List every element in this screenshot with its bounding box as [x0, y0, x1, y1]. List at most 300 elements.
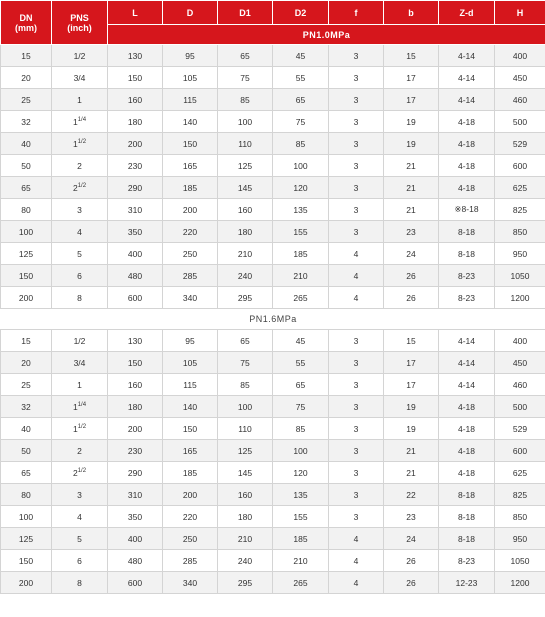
- cell-l: 350: [108, 221, 163, 243]
- cell-pns: [52, 243, 108, 265]
- cell-d: 165: [163, 440, 218, 462]
- cell-f: 3: [329, 89, 384, 111]
- cell-d: 140: [163, 396, 218, 418]
- cell-d2: 265: [273, 287, 329, 309]
- cell-d1: 180: [218, 506, 273, 528]
- cell-f: 4: [329, 265, 384, 287]
- cell-d1: 210: [218, 243, 273, 265]
- cell-pns-fraction: 1/2: [77, 467, 87, 474]
- cell-h: 529: [495, 133, 545, 155]
- cell-b: 21: [384, 155, 439, 177]
- cell-l: 200: [108, 418, 163, 440]
- cell-dn: 50: [1, 155, 52, 177]
- header-h: H: [495, 1, 545, 25]
- cell-d: 200: [163, 199, 218, 221]
- cell-f: 4: [329, 550, 384, 572]
- cell-f: 3: [329, 396, 384, 418]
- cell-pns: [52, 484, 108, 506]
- cell-dn: 40: [1, 418, 52, 440]
- cell-b: 26: [384, 287, 439, 309]
- cell-pns: [52, 330, 108, 352]
- cell-h: 460: [495, 374, 545, 396]
- table-row: [1, 287, 545, 309]
- cell-h: 1050: [495, 265, 545, 287]
- cell-h: 825: [495, 484, 545, 506]
- cell-pns: [52, 396, 108, 418]
- cell-h: 825: [495, 199, 545, 221]
- cell-d: 285: [163, 265, 218, 287]
- cell-d2: 55: [273, 352, 329, 374]
- cell-pns-whole: 6: [77, 555, 82, 566]
- cell-dn: 80: [1, 199, 52, 221]
- cell-zd: 8-18: [439, 484, 495, 506]
- cell-pns-whole: 1: [72, 116, 78, 127]
- cell-pns-whole: 1: [72, 401, 78, 412]
- cell-h: 1200: [495, 287, 545, 309]
- cell-b: 21: [384, 462, 439, 484]
- header-d2: D2: [273, 1, 329, 25]
- header-dn-unit: (mm): [15, 22, 37, 33]
- cell-b: 26: [384, 572, 439, 594]
- cell-f: 3: [329, 111, 384, 133]
- cell-pns: [52, 287, 108, 309]
- cell-pns-whole: 8: [77, 577, 82, 588]
- cell-f: 3: [329, 45, 384, 67]
- cell-pns-whole: 3/4: [73, 357, 86, 368]
- table-row: [1, 330, 545, 352]
- table-row: [1, 111, 545, 133]
- cell-zd: 4-14: [439, 330, 495, 352]
- cell-f: 3: [329, 440, 384, 462]
- cell-pns-fraction: 1/4: [77, 401, 87, 408]
- cell-dn: 150: [1, 550, 52, 572]
- cell-h: 400: [495, 45, 545, 67]
- cell-d2: 185: [273, 243, 329, 265]
- cell-pns-whole: 1: [72, 423, 78, 434]
- cell-d: 220: [163, 506, 218, 528]
- cell-pns-whole: 8: [77, 292, 82, 303]
- cell-d: 250: [163, 528, 218, 550]
- cell-d2: 120: [273, 462, 329, 484]
- cell-b: 22: [384, 484, 439, 506]
- cell-zd: 8-23: [439, 287, 495, 309]
- cell-dn: 40: [1, 133, 52, 155]
- cell-d2: 135: [273, 484, 329, 506]
- cell-zd: 4-18: [439, 418, 495, 440]
- cell-zd: 8-18: [439, 221, 495, 243]
- cell-pns: [52, 528, 108, 550]
- table-row: [1, 243, 545, 265]
- cell-dn: 200: [1, 572, 52, 594]
- cell-f: 3: [329, 155, 384, 177]
- cell-zd: 4-14: [439, 67, 495, 89]
- cell-d1: 160: [218, 484, 273, 506]
- cell-dn: 100: [1, 506, 52, 528]
- cell-zd: 4-18: [439, 440, 495, 462]
- cell-d1: 160: [218, 199, 273, 221]
- cell-b: 24: [384, 243, 439, 265]
- cell-h: 400: [495, 330, 545, 352]
- cell-zd: 8-18: [439, 506, 495, 528]
- cell-pns-whole: 1/2: [73, 335, 86, 346]
- cell-b: 17: [384, 374, 439, 396]
- table-row: [1, 374, 545, 396]
- cell-d1: 125: [218, 155, 273, 177]
- cell-pns: [52, 506, 108, 528]
- cell-d1: 295: [218, 572, 273, 594]
- table-row: [1, 396, 545, 418]
- cell-f: 4: [329, 528, 384, 550]
- cell-pns: [52, 177, 108, 199]
- cell-h: 450: [495, 67, 545, 89]
- cell-l: 600: [108, 287, 163, 309]
- cell-d1: 110: [218, 133, 273, 155]
- cell-zd: 4-14: [439, 374, 495, 396]
- cell-f: 3: [329, 199, 384, 221]
- cell-d2: 265: [273, 572, 329, 594]
- section-title: PN1.6MPa: [1, 309, 545, 330]
- table-row: [1, 89, 545, 111]
- cell-l: 290: [108, 462, 163, 484]
- table-row: [1, 484, 545, 506]
- table-row: [1, 45, 545, 67]
- cell-dn: 100: [1, 221, 52, 243]
- section-title-pn10: PN1.0MPa: [108, 25, 545, 45]
- cell-dn: 25: [1, 374, 52, 396]
- cell-pns-whole: 1: [72, 138, 78, 149]
- cell-pns-whole: 5: [77, 248, 82, 259]
- cell-h: 1050: [495, 550, 545, 572]
- cell-pns-whole: 4: [77, 226, 82, 237]
- cell-pns-whole: 6: [77, 270, 82, 281]
- cell-h: 850: [495, 221, 545, 243]
- cell-d1: 125: [218, 440, 273, 462]
- cell-zd: 8-18: [439, 528, 495, 550]
- header-f: f: [329, 1, 384, 25]
- cell-b: 19: [384, 418, 439, 440]
- cell-dn: 15: [1, 45, 52, 67]
- cell-l: 230: [108, 440, 163, 462]
- cell-d1: 85: [218, 89, 273, 111]
- cell-pns-whole: 2: [72, 182, 78, 193]
- cell-d2: 55: [273, 67, 329, 89]
- cell-d1: 295: [218, 287, 273, 309]
- cell-pns: [52, 111, 108, 133]
- cell-pns-whole: 4: [77, 511, 82, 522]
- table-header: [1, 1, 545, 45]
- cell-d2: 185: [273, 528, 329, 550]
- cell-dn: 15: [1, 330, 52, 352]
- cell-pns-fraction: 1/4: [77, 116, 87, 123]
- header-zd: Z-d: [439, 1, 495, 25]
- cell-h: 529: [495, 418, 545, 440]
- cell-pns-whole: 3: [77, 489, 82, 500]
- cell-zd: 4-18: [439, 133, 495, 155]
- cell-pns-fraction: 1/2: [77, 182, 87, 189]
- cell-zd: 8-23: [439, 550, 495, 572]
- header-d1: D1: [218, 1, 273, 25]
- cell-l: 160: [108, 89, 163, 111]
- table-row: [1, 462, 545, 484]
- cell-d: 185: [163, 462, 218, 484]
- cell-dn: 20: [1, 67, 52, 89]
- cell-d1: 210: [218, 528, 273, 550]
- cell-h: 1200: [495, 572, 545, 594]
- cell-d2: 100: [273, 155, 329, 177]
- cell-pns: [52, 374, 108, 396]
- cell-d1: 145: [218, 462, 273, 484]
- table-body: [1, 45, 545, 594]
- table-row: [1, 67, 545, 89]
- cell-d: 340: [163, 287, 218, 309]
- cell-l: 160: [108, 374, 163, 396]
- cell-d: 150: [163, 133, 218, 155]
- cell-d: 95: [163, 330, 218, 352]
- cell-zd: 4-18: [439, 462, 495, 484]
- cell-d: 165: [163, 155, 218, 177]
- table-row: [1, 221, 545, 243]
- cell-pns-fraction: 1/2: [77, 423, 87, 430]
- cell-f: 3: [329, 133, 384, 155]
- cell-pns: [52, 352, 108, 374]
- cell-h: 950: [495, 528, 545, 550]
- cell-zd: 12-23: [439, 572, 495, 594]
- cell-l: 600: [108, 572, 163, 594]
- cell-zd: 4-18: [439, 155, 495, 177]
- cell-d: 95: [163, 45, 218, 67]
- cell-l: 290: [108, 177, 163, 199]
- cell-d2: 120: [273, 177, 329, 199]
- cell-l: 230: [108, 155, 163, 177]
- cell-d: 250: [163, 243, 218, 265]
- cell-l: 180: [108, 396, 163, 418]
- cell-d2: 65: [273, 89, 329, 111]
- table-row: [1, 440, 545, 462]
- cell-pns: [52, 265, 108, 287]
- cell-d2: 155: [273, 221, 329, 243]
- cell-pns-whole: 3/4: [73, 72, 86, 83]
- table-row: [1, 265, 545, 287]
- cell-l: 150: [108, 352, 163, 374]
- cell-d1: 100: [218, 396, 273, 418]
- cell-d: 285: [163, 550, 218, 572]
- cell-d1: 180: [218, 221, 273, 243]
- table-row: [1, 352, 545, 374]
- cell-l: 130: [108, 330, 163, 352]
- cell-d1: 75: [218, 352, 273, 374]
- header-dn-label: DN: [19, 12, 33, 23]
- cell-f: 3: [329, 177, 384, 199]
- header-pns: [52, 1, 108, 45]
- cell-f: 3: [329, 330, 384, 352]
- cell-b: 26: [384, 550, 439, 572]
- cell-d: 185: [163, 177, 218, 199]
- cell-dn: 32: [1, 396, 52, 418]
- section-title-row: [1, 309, 545, 330]
- cell-zd: ※8-18: [439, 199, 495, 221]
- cell-pns: [52, 67, 108, 89]
- cell-d2: 210: [273, 265, 329, 287]
- cell-zd: 8-18: [439, 243, 495, 265]
- cell-f: 3: [329, 352, 384, 374]
- cell-b: 23: [384, 221, 439, 243]
- header-b: b: [384, 1, 439, 25]
- cell-pns: [52, 550, 108, 572]
- table-row: [1, 528, 545, 550]
- cell-d2: 135: [273, 199, 329, 221]
- cell-pns: [52, 462, 108, 484]
- cell-l: 350: [108, 506, 163, 528]
- cell-f: 4: [329, 572, 384, 594]
- cell-pns-whole: 3: [77, 204, 82, 215]
- cell-l: 480: [108, 265, 163, 287]
- cell-d2: 100: [273, 440, 329, 462]
- cell-d1: 85: [218, 374, 273, 396]
- cell-l: 150: [108, 67, 163, 89]
- cell-d2: 210: [273, 550, 329, 572]
- cell-pns: [52, 89, 108, 111]
- cell-d2: 45: [273, 45, 329, 67]
- cell-zd: 4-18: [439, 177, 495, 199]
- cell-h: 850: [495, 506, 545, 528]
- cell-l: 480: [108, 550, 163, 572]
- table-row: [1, 572, 545, 594]
- cell-b: 26: [384, 265, 439, 287]
- header-l: L: [108, 1, 163, 25]
- cell-dn: 125: [1, 528, 52, 550]
- cell-pns: [52, 199, 108, 221]
- cell-d2: 45: [273, 330, 329, 352]
- cell-dn: 150: [1, 265, 52, 287]
- cell-d: 200: [163, 484, 218, 506]
- cell-d: 105: [163, 352, 218, 374]
- cell-pns-whole: 5: [77, 533, 82, 544]
- cell-h: 460: [495, 89, 545, 111]
- cell-d2: 75: [273, 396, 329, 418]
- cell-zd: 4-14: [439, 45, 495, 67]
- cell-f: 3: [329, 418, 384, 440]
- table-row: [1, 550, 545, 572]
- cell-dn: 32: [1, 111, 52, 133]
- cell-d1: 240: [218, 550, 273, 572]
- cell-pns-whole: 1: [77, 94, 82, 105]
- cell-b: 23: [384, 506, 439, 528]
- cell-f: 3: [329, 462, 384, 484]
- cell-d: 220: [163, 221, 218, 243]
- cell-h: 500: [495, 396, 545, 418]
- cell-d1: 75: [218, 67, 273, 89]
- cell-dn: 200: [1, 287, 52, 309]
- cell-f: 3: [329, 374, 384, 396]
- table-row: [1, 199, 545, 221]
- cell-h: 500: [495, 111, 545, 133]
- cell-f: 3: [329, 67, 384, 89]
- cell-d1: 65: [218, 45, 273, 67]
- cell-b: 21: [384, 199, 439, 221]
- cell-dn: 125: [1, 243, 52, 265]
- cell-pns-whole: 2: [72, 467, 78, 478]
- cell-f: 4: [329, 243, 384, 265]
- cell-f: 3: [329, 221, 384, 243]
- cell-d1: 100: [218, 111, 273, 133]
- cell-d: 115: [163, 374, 218, 396]
- cell-b: 24: [384, 528, 439, 550]
- table-row: [1, 177, 545, 199]
- header-pns-label: PNS: [70, 12, 89, 23]
- cell-zd: 4-18: [439, 111, 495, 133]
- cell-d: 150: [163, 418, 218, 440]
- cell-pns-whole: 1/2: [73, 50, 86, 61]
- cell-d2: 155: [273, 506, 329, 528]
- cell-l: 400: [108, 243, 163, 265]
- cell-pns-whole: 1: [77, 379, 82, 390]
- cell-d1: 110: [218, 418, 273, 440]
- cell-d2: 85: [273, 418, 329, 440]
- cell-dn: 25: [1, 89, 52, 111]
- cell-h: 950: [495, 243, 545, 265]
- cell-pns: [52, 155, 108, 177]
- cell-b: 21: [384, 440, 439, 462]
- table-row: [1, 155, 545, 177]
- cell-b: 17: [384, 352, 439, 374]
- cell-pns: [52, 572, 108, 594]
- table-row: [1, 506, 545, 528]
- cell-l: 130: [108, 45, 163, 67]
- cell-d: 105: [163, 67, 218, 89]
- cell-pns: [52, 133, 108, 155]
- cell-h: 625: [495, 462, 545, 484]
- cell-f: 4: [329, 287, 384, 309]
- cell-h: 600: [495, 155, 545, 177]
- table-row: [1, 133, 545, 155]
- header-d: D: [163, 1, 218, 25]
- cell-d: 140: [163, 111, 218, 133]
- cell-d1: 240: [218, 265, 273, 287]
- cell-b: 15: [384, 330, 439, 352]
- cell-d: 340: [163, 572, 218, 594]
- cell-dn: 50: [1, 440, 52, 462]
- cell-b: 17: [384, 67, 439, 89]
- cell-b: 15: [384, 45, 439, 67]
- cell-pns: [52, 440, 108, 462]
- cell-pns-whole: 2: [77, 445, 82, 456]
- cell-h: 625: [495, 177, 545, 199]
- header-dn: [1, 1, 52, 45]
- cell-l: 310: [108, 484, 163, 506]
- cell-zd: 4-14: [439, 89, 495, 111]
- cell-d2: 85: [273, 133, 329, 155]
- cell-b: 21: [384, 177, 439, 199]
- cell-pns: [52, 45, 108, 67]
- cell-f: 3: [329, 506, 384, 528]
- cell-b: 19: [384, 111, 439, 133]
- cell-l: 200: [108, 133, 163, 155]
- cell-d: 115: [163, 89, 218, 111]
- cell-l: 180: [108, 111, 163, 133]
- cell-h: 600: [495, 440, 545, 462]
- cell-h: 450: [495, 352, 545, 374]
- table-row: [1, 418, 545, 440]
- cell-zd: 4-18: [439, 396, 495, 418]
- cell-dn: 20: [1, 352, 52, 374]
- cell-l: 400: [108, 528, 163, 550]
- cell-dn: 65: [1, 177, 52, 199]
- cell-pns: [52, 221, 108, 243]
- cell-dn: 65: [1, 462, 52, 484]
- cell-b: 19: [384, 133, 439, 155]
- cell-d2: 65: [273, 374, 329, 396]
- header-pns-unit: (inch): [67, 22, 92, 33]
